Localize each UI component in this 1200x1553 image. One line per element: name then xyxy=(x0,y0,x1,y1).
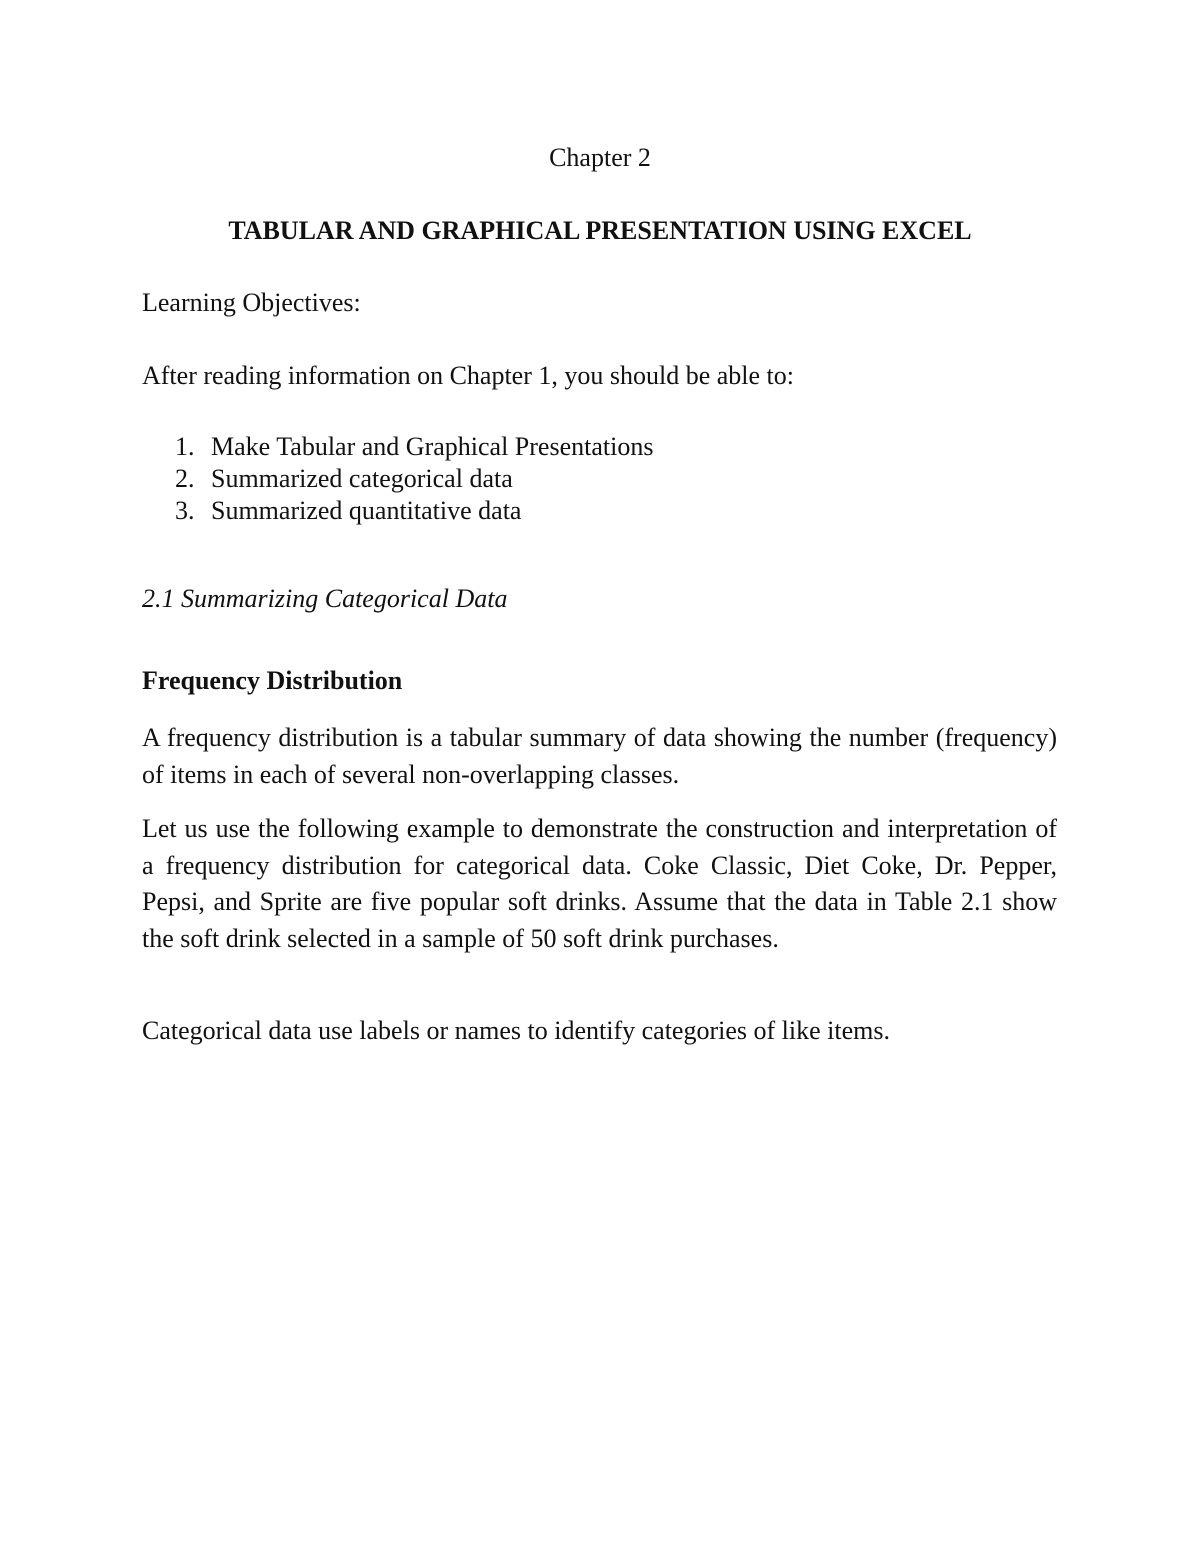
section-heading: 2.1 Summarizing Categorical Data xyxy=(142,584,508,613)
objective-number: 3. xyxy=(175,496,195,525)
chapter-title: TABULAR AND GRAPHICAL PRESENTATION USING EXCEL xyxy=(228,216,972,245)
objective-text: Summarized categorical data xyxy=(211,464,513,493)
chapter-label: Chapter 2 xyxy=(549,143,651,172)
objectives-intro: After reading information on Chapter 1, you should be able to: xyxy=(142,361,795,390)
objective-number: 2. xyxy=(175,464,195,493)
objectives-list xyxy=(142,431,653,527)
paragraph-example: Let us use the following example to demonstrate the construction and interpretation of a frequency distribution for categorical data. Coke Classic, Diet Coke, Dr. Pepper, Pepsi, and Sprite are five popular soft drinks. Assume that the data in Table 2.1 show the soft drink selected in a sample of 50 soft drink purchases. xyxy=(142,814,1057,953)
objective-text: Summarized quantitative data xyxy=(211,496,522,525)
learning-objectives-label: Learning Objectives: xyxy=(142,288,361,317)
paragraph-categorical: Categorical data use labels or names to identify categories of like items. xyxy=(142,1016,890,1045)
objective-item xyxy=(142,495,653,527)
objective-text: Make Tabular and Graphical Presentations xyxy=(211,432,654,461)
objective-item xyxy=(142,463,653,495)
objective-item xyxy=(142,431,653,463)
objective-number: 1. xyxy=(175,432,195,461)
paragraph-definition: A frequency distribution is a tabular summary of data showing the number (frequency) of items in each of several non-overlapping classes. xyxy=(142,723,1057,789)
subheading: Frequency Distribution xyxy=(142,666,403,695)
